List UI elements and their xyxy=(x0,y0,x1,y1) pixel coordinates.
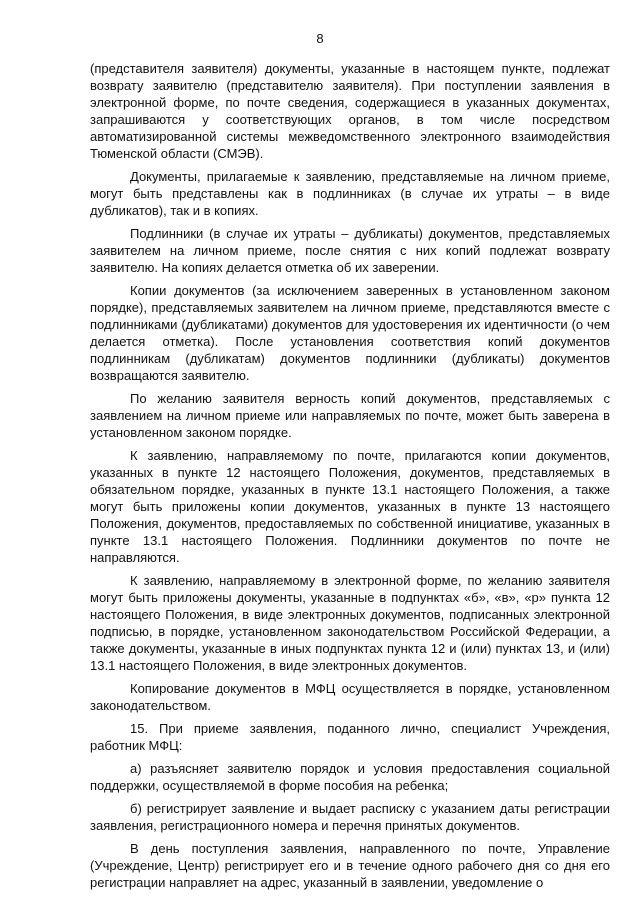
paragraph: К заявлению, направляемому в электронной форме, по желанию заявителя могут быть приложены документы, указанные в подпунктах «б», «в», «р» пункта 12 настоящего Положения, в виде электронных документов, подписанных электронной подписью, в порядке, установленном законодательством Российской Федерации, а также документы, указанные в иных подпунктах пункта 12 и (или) пунктах 13, и (или) 13.1 настоящего Положения, в виде электронных документов. xyxy=(90,573,610,673)
paragraph: а) разъясняет заявителю порядок и условия предоставления социальной поддержки, осуществляемой в форме пособия на ребенка; xyxy=(90,761,610,793)
paragraph: К заявлению, направляемому по почте, прилагаются копии документов, указанных в пункте 12 настоящего Положения, документов, представляемых в обязательном порядке, указанных в пункте 13.1 настоящего Положения, а также могут быть приложены копии документов, указанных в пункте 13 настоящего Положения, документов, предоставляемых по собственной инициативе, указанных в пункте 13.1 настоящего Положения. Подлинники документов по почте не направляются. xyxy=(90,448,610,565)
paragraph: Документы, прилагаемые к заявлению, представляемые на личном приеме, могут быть представлены как в подлинниках (в случае их утраты – в виде дубликатов), так и в копиях. xyxy=(90,169,610,218)
paragraph: В день поступления заявления, направленного по почте, Управление (Учреждение, Центр) регистрирует его и в течение одного рабочего дня со дня его регистрации направляет на адрес, указанный в заявлении, уведомление о xyxy=(90,841,610,890)
paragraph: Копирование документов в МФЦ осуществляется в порядке, установленном законодательством. xyxy=(90,681,610,713)
paragraph: б) регистрирует заявление и выдает расписку с указанием даты регистрации заявления, регистрационного номера и перечня принятых документов. xyxy=(90,801,610,833)
paragraph: 15. При приеме заявления, поданного лично, специалист Учреждения, работник МФЦ: xyxy=(90,721,610,753)
paragraph: По желанию заявителя верность копий документов, представляемых с заявлением на личном приеме или направляемых по почте, может быть заверена в установленном законом порядке. xyxy=(90,391,610,440)
paragraph: (представителя заявителя) документы, указанные в настоящем пункте, подлежат возврату заявителю (представителю заявителя). При поступлении заявления в электронной форме, по почте сведения, содержащиеся в указанных документах, запрашиваются у соответствующих органов, в том числе посредством автоматизированной системы межведомственного электронного взаимодействия Тюменской области (СМЭВ). xyxy=(90,61,610,161)
paragraph: Подлинники (в случае их утраты – дубликаты) документов, представляемых заявителем на личном приеме, после снятия с них копий подлежат возврату заявителю. На копиях делается отметка об их заверении. xyxy=(90,226,610,275)
paragraph: Копии документов (за исключением заверенных в установленном законом порядке), представляемых заявителем на личном приеме, представляются вместе с подлинниками (дубликатами) документов для удостоверения их идентичности (о чем делается отметка). После установления соответствия копий документов подлинникам (дубликатам) документов подлинники (дубликаты) документов возвращаются заявителю. xyxy=(90,283,610,383)
page-number: 8 xyxy=(316,31,324,46)
document-body xyxy=(90,60,610,897)
